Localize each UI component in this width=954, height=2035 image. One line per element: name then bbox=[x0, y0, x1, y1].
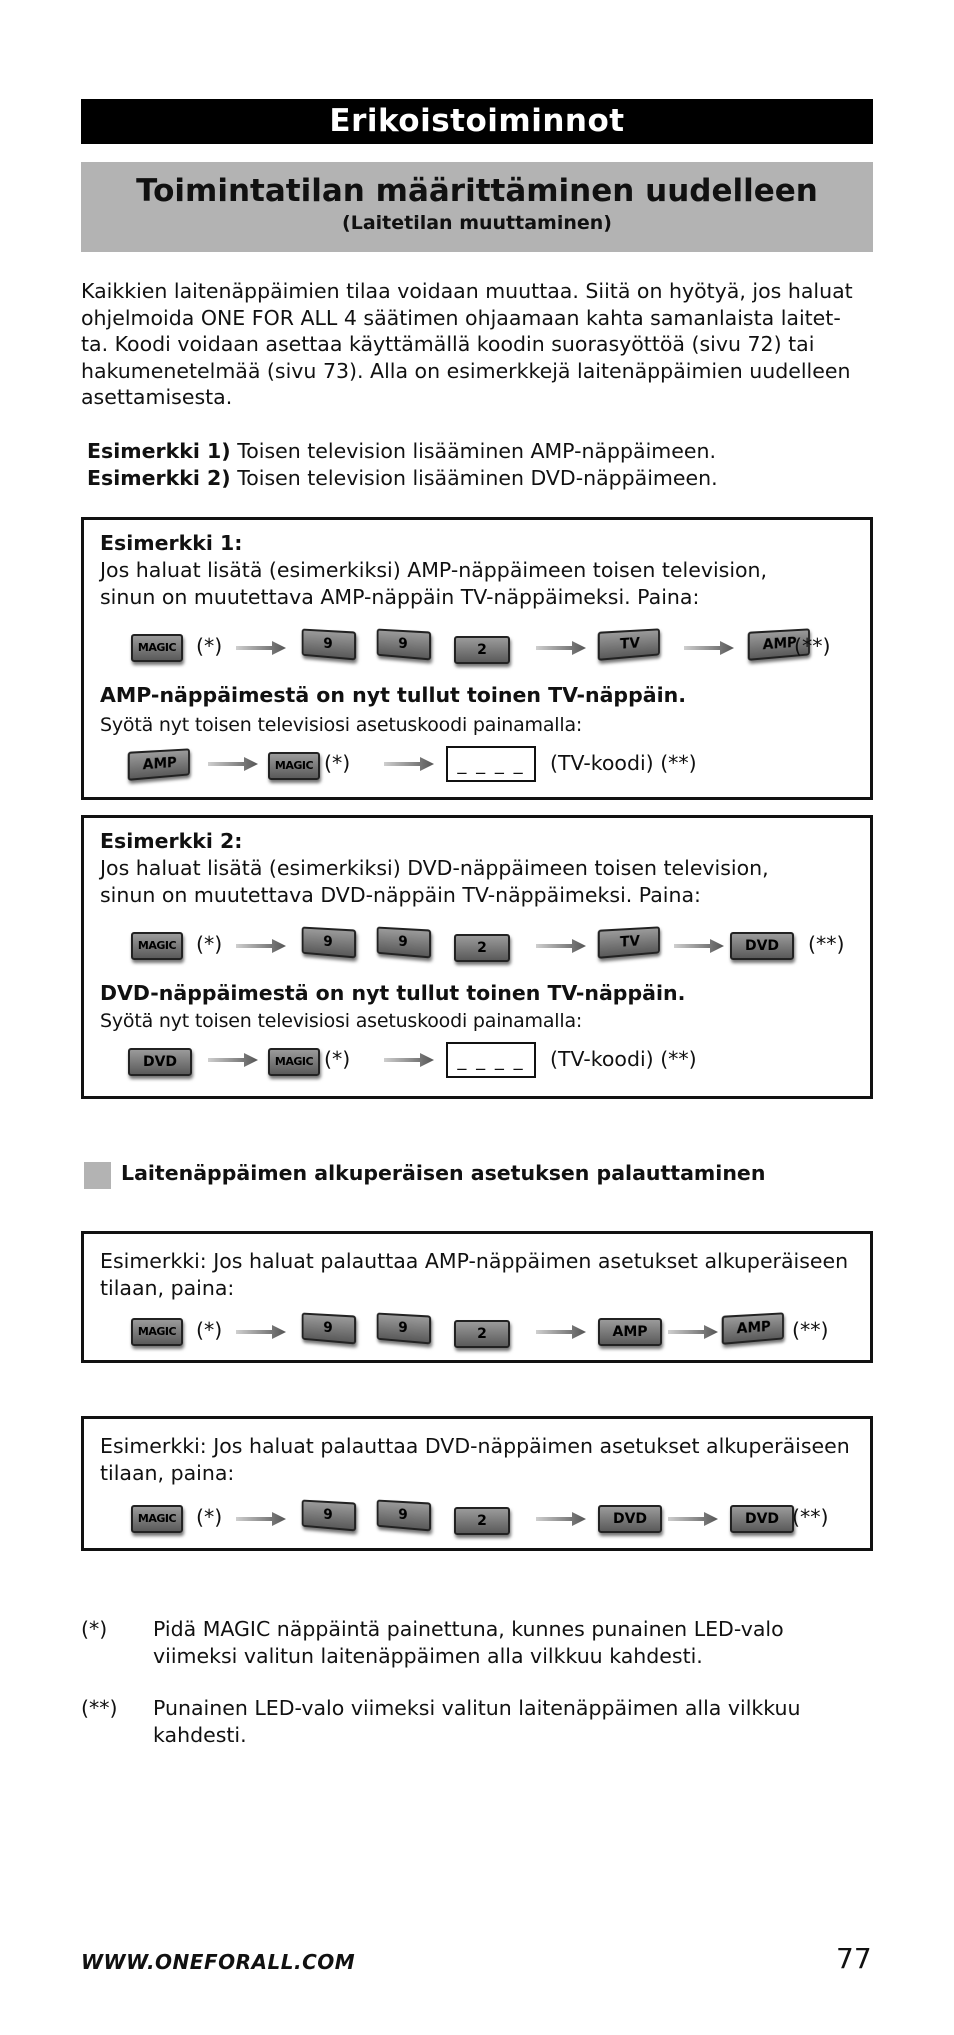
footnote-mark: (*) bbox=[324, 751, 351, 775]
tv-code-label: (TV-koodi) (**) bbox=[550, 751, 697, 775]
restore-amp-text: tilaan, paina: bbox=[100, 1276, 235, 1300]
footnote-mark: (*) bbox=[196, 1318, 223, 1342]
arrow-icon bbox=[536, 641, 586, 655]
example-1-heading: Esimerkki 1: bbox=[100, 531, 243, 555]
arrow-icon bbox=[536, 1512, 586, 1526]
tv-code-label: (TV-koodi) (**) bbox=[550, 1047, 697, 1071]
example-2-result: DVD-näppäimestä on nyt tullut toinen TV-näppäin. bbox=[100, 981, 686, 1005]
footnote-mark: (*) bbox=[196, 634, 223, 658]
footnote-mark: (**) bbox=[808, 932, 845, 956]
key-sequence bbox=[84, 1312, 870, 1352]
example-1-instruction: Syötä nyt toisen televisiosi asetuskoodi painamalla: bbox=[100, 714, 583, 736]
footnote-mark: (**) bbox=[792, 1505, 829, 1529]
example-1-text: sinun on muutettava AMP-näppäin TV-näppäimeksi. Paina: bbox=[100, 585, 700, 609]
arrow-icon bbox=[236, 641, 286, 655]
arrow-icon bbox=[208, 757, 258, 771]
code-sequence bbox=[84, 746, 870, 786]
example-2-box bbox=[81, 815, 873, 1099]
arrow-icon bbox=[236, 1512, 286, 1526]
arrow-icon bbox=[668, 1512, 718, 1526]
digit-2-key-icon: 2 bbox=[454, 1320, 510, 1348]
example-1-box bbox=[81, 517, 873, 800]
digit-9-key-icon: 9 bbox=[377, 927, 431, 959]
heading-bullet-square bbox=[84, 1162, 111, 1189]
restore-heading: Laitenäppäimen alkuperäisen asetuksen palauttaminen bbox=[121, 1161, 766, 1185]
footnote-1 bbox=[81, 1616, 881, 1676]
key-sequence bbox=[84, 1499, 870, 1539]
digit-2-key-icon: 2 bbox=[454, 636, 510, 664]
restore-dvd-box bbox=[81, 1416, 873, 1551]
footnote-mark: (**) bbox=[792, 1318, 829, 1342]
restore-amp-box bbox=[81, 1231, 873, 1363]
digit-2-key-icon: 2 bbox=[454, 934, 510, 962]
footnote-mark: (*) bbox=[196, 1505, 223, 1529]
footnote-mark: (*) bbox=[196, 932, 223, 956]
digit-2-key-icon: 2 bbox=[454, 1507, 510, 1535]
footnote-text: Punainen LED-valo viimeksi valitun laitenäppäimen alla vilkkuu bbox=[153, 1696, 801, 1720]
restore-amp-text: Esimerkki: Jos haluat palauttaa AMP-näppäimen asetukset alkuperäiseen bbox=[100, 1249, 849, 1273]
section-title: Erikoistoiminnot bbox=[81, 99, 873, 144]
arrow-icon bbox=[236, 1325, 286, 1339]
arrow-icon bbox=[536, 1325, 586, 1339]
example-1-result: AMP-näppäimestä on nyt tullut toinen TV-näppäin. bbox=[100, 683, 687, 707]
digit-9-key-icon: 9 bbox=[302, 1500, 356, 1532]
magic-key-icon: MAGIC bbox=[131, 932, 183, 960]
digit-9-key-icon: 9 bbox=[302, 927, 356, 959]
examples-list bbox=[87, 438, 718, 492]
arrow-icon bbox=[208, 1053, 258, 1067]
magic-key-icon: MAGIC bbox=[268, 752, 320, 780]
footnote-mark: (**) bbox=[794, 634, 831, 658]
intro-line: hakumenetelmää (sivu 73). Alla on esimerkkejä laitenäppäimien uudelleen bbox=[81, 358, 851, 383]
footer-url: WWW.ONEFORALL.COM bbox=[81, 1950, 356, 1974]
code-entry-box: _ _ _ _ bbox=[446, 746, 536, 782]
footnote-mark: (**) bbox=[81, 1696, 118, 1720]
intro-line: Kaikkien laitenäppäimien tilaa voidaan muuttaa. Siitä on hyötyä, jos haluat bbox=[81, 279, 853, 303]
footnote-2 bbox=[81, 1695, 881, 1755]
page-subtitle: (Laitetilan muuttaminen) bbox=[342, 212, 612, 234]
digit-9-key-icon: 9 bbox=[302, 1313, 356, 1345]
page-title: Toimintatilan määrittäminen uudelleen bbox=[136, 173, 818, 209]
examples-list-item: Esimerkki 1) Toisen television lisääminen AMP-näppäimeen. bbox=[87, 439, 717, 463]
footnote-mark: (*) bbox=[324, 1047, 351, 1071]
example-2-text: Jos haluat lisätä (esimerkiksi) DVD-näppäimeen toisen television, bbox=[100, 856, 769, 880]
intro-line: asettamisesta. bbox=[81, 385, 233, 409]
digit-9-key-icon: 9 bbox=[377, 1500, 431, 1532]
amp-key-icon: AMP bbox=[748, 628, 810, 661]
arrow-icon bbox=[384, 1053, 434, 1067]
footnote-mark: (*) bbox=[81, 1617, 108, 1641]
footnote-text: kahdesti. bbox=[153, 1723, 247, 1747]
magic-key-icon: MAGIC bbox=[131, 1505, 183, 1533]
arrow-icon bbox=[384, 757, 434, 771]
dvd-key-icon: DVD bbox=[730, 932, 794, 960]
amp-key-icon: AMP bbox=[128, 748, 190, 781]
intro-paragraph bbox=[81, 278, 881, 411]
example-1-text: Jos haluat lisätä (esimerkiksi) AMP-näppäimeen toisen television, bbox=[100, 558, 768, 582]
restore-dvd-text: tilaan, paina: bbox=[100, 1461, 235, 1485]
dvd-key-icon: DVD bbox=[730, 1505, 794, 1533]
dvd-key-icon: DVD bbox=[598, 1505, 662, 1533]
digit-9-key-icon: 9 bbox=[302, 629, 356, 661]
amp-key-icon: AMP bbox=[598, 1318, 662, 1346]
digit-9-key-icon: 9 bbox=[377, 1313, 431, 1345]
code-sequence bbox=[84, 1042, 870, 1082]
example-2-text: sinun on muutettava DVD-näppäin TV-näppäimeksi. Paina: bbox=[100, 883, 701, 907]
magic-key-icon: MAGIC bbox=[131, 1318, 183, 1346]
tv-key-icon: TV bbox=[598, 926, 660, 959]
footnote-text: viimeksi valitun laitenäppäimen alla vilkkuu kahdesti. bbox=[153, 1644, 703, 1668]
restore-dvd-text: Esimerkki: Jos haluat palauttaa DVD-näppäimen asetukset alkuperäiseen bbox=[100, 1434, 850, 1458]
arrow-icon bbox=[684, 641, 734, 655]
page-number: 77 bbox=[836, 1942, 872, 1975]
key-sequence bbox=[84, 926, 870, 966]
footnote-text: Pidä MAGIC näppäintä painettuna, kunnes punainen LED-valo bbox=[153, 1617, 784, 1641]
dvd-key-icon: DVD bbox=[128, 1048, 192, 1076]
tv-key-icon: TV bbox=[598, 628, 660, 661]
magic-key-icon: MAGIC bbox=[268, 1048, 320, 1076]
example-2-instruction: Syötä nyt toisen televisiosi asetuskoodi painamalla: bbox=[100, 1010, 583, 1032]
arrow-icon bbox=[536, 939, 586, 953]
intro-line: ohjelmoida ONE FOR ALL 4 säätimen ohjaamaan kahta samanlaista laitet- bbox=[81, 305, 841, 330]
example-2-heading: Esimerkki 2: bbox=[100, 829, 243, 853]
magic-key-icon: MAGIC bbox=[131, 634, 183, 662]
code-entry-box: _ _ _ _ bbox=[446, 1042, 536, 1078]
arrow-icon bbox=[236, 939, 286, 953]
page-title-box bbox=[81, 162, 873, 252]
examples-list-item: Esimerkki 2) Toisen television lisääminen DVD-näppäimeen. bbox=[87, 466, 718, 490]
intro-line: ta. Koodi voidaan asettaa käyttämällä koodin suorasyöttöä (sivu 72) tai bbox=[81, 332, 815, 356]
key-sequence bbox=[84, 628, 870, 668]
arrow-icon bbox=[668, 1325, 718, 1339]
amp-key-icon: AMP bbox=[722, 1312, 784, 1345]
digit-9-key-icon: 9 bbox=[377, 629, 431, 661]
arrow-icon bbox=[674, 939, 724, 953]
